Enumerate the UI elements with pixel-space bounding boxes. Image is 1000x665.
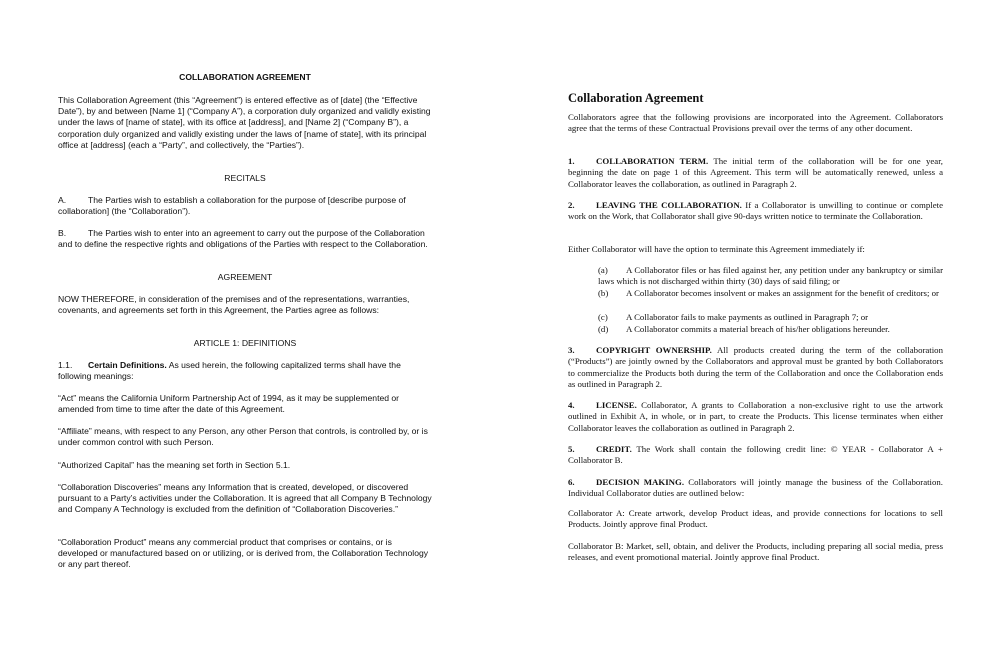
section-text: All products created during the term of the collaboration (“Products”) are jointly owned by the Collaborators and approval must be granted by both Collaborators to commercialize the Products both during the term of the Collaboration and once the Collaboration ends as outlined in Paragraph 2.: [568, 345, 943, 390]
termination-item-b: [598, 288, 943, 299]
intro-paragraph: This Collaboration Agreement (this “Agreement”) is entered effective as of [date] (the “Effective Date”), by and between [Name 1] (“Company A”), a corporation duly organized and validly existing under the laws of [name of state], with its office at [address], and [Name 2] (“Company B”), a corporation duly organized and validly existing under the laws of [name of state], with its principal office at [address] (each a “Party”, and collectively, the “Parties”).: [58, 95, 431, 150]
definition-authorized-capital: “Authorized Capital” has the meaning set forth in Section 5.1.: [58, 460, 291, 470]
definition-affiliate: “Affiliate” means, with respect to any Person, any other Person that controls, is controlled by, or is under common control with such Person.: [58, 426, 428, 448]
recital-a: [58, 195, 432, 217]
section-copyright-ownership: [568, 345, 943, 391]
section-number: 1.: [568, 156, 575, 166]
page-title: COLLABORATION AGREEMENT: [179, 72, 311, 82]
intro-paragraph: Collaborators agree that the following provisions are incorporated into the Agreement. Collaborators agree that the terms of these Contractual Provisions prevail over the terms of any other document.: [568, 112, 943, 134]
section-title: LEAVING THE COLLABORATION.: [596, 200, 742, 210]
section-text: The Work shall contain the following credit line: © YEAR - Collaborator A + Collaborator B.: [568, 444, 943, 466]
termination-item-d: [598, 324, 943, 335]
definitions-number: 1.1.: [58, 360, 73, 370]
recital-b-label: B.: [58, 228, 67, 238]
item-text: A Collaborator files or has filed against her, any petition under any bankruptcy or similar laws which is not discharged within thirty (30) days of said filing; or: [598, 265, 943, 287]
section-number: 6.: [568, 477, 575, 487]
recital-b: [58, 228, 432, 250]
agreement-heading: AGREEMENT: [217, 272, 273, 282]
section-number: 3.: [568, 345, 575, 355]
item-label: (a): [598, 265, 608, 275]
item-text: A Collaborator becomes insolvent or makes an assignment for the benefit of creditors; or: [626, 288, 939, 298]
recital-b-text: The Parties wish to enter into an agreement to carry out the purpose of the Collaboration and to define the respective rights and obligations of the Parties with respect to the Collaboration.: [58, 228, 428, 250]
definitions-title: Certain Definitions.: [88, 360, 167, 370]
now-therefore-paragraph: NOW THEREFORE, in consideration of the premises and of the representations, warranties, covenants, and agreements set forth in this Agreement, the Parties agree as follows:: [58, 294, 410, 316]
section-title: LICENSE.: [596, 400, 637, 410]
termination-intro: Either Collaborator will have the option to terminate this Agreement immediately if:: [568, 244, 865, 254]
section-title: DECISION MAKING.: [596, 477, 685, 487]
item-label: (c): [598, 312, 608, 322]
section-text: If a Collaborator is unwilling to continue or complete work on the Work, that Collaborator shall give 90-days written notice to terminate the Collaboration.: [568, 200, 943, 222]
section-decision-making: [568, 477, 943, 500]
section-number: 4.: [568, 400, 575, 410]
item-label: (b): [598, 288, 609, 298]
definition-act: “Act” means the California Uniform Partnership Act of 1994, as it may be supplemented or amended from time to time after the date of this Agreement.: [58, 393, 400, 415]
definitions-intro: [58, 360, 432, 382]
collaborator-b-duties: Collaborator B: Market, sell, obtain, and deliver the Products, including preparing all social media, press releases, and event promotional material. Jointly approve final Product.: [568, 541, 943, 563]
page-title: Collaboration Agreement: [568, 91, 704, 105]
item-label: (d): [598, 324, 609, 334]
item-text: A Collaborator commits a material breach of his/her obligations hereunder.: [626, 324, 890, 334]
termination-item-c: [598, 312, 943, 323]
section-title: COLLABORATION TERM.: [596, 156, 709, 166]
article-heading: ARTICLE 1: DEFINITIONS: [193, 338, 297, 348]
section-leaving: [568, 200, 943, 223]
item-text: A Collaborator fails to make payments as outlined in Paragraph 7; or: [626, 312, 869, 322]
definition-collaboration-product: “Collaboration Product” means any commercial product that comprises or contains, or is developed or manufactured based on or utilizing, or is derived from, the Collaboration Technology or any part thereof.: [58, 537, 429, 570]
section-text: The initial term of the collaboration will be for one year, beginning the date on page 1 of this Agreement. This term will be automatically renewed, unless a Collaborator leaves the collaboration, as outlined in Paragraph 2.: [568, 156, 943, 189]
section-license: [568, 400, 943, 434]
recital-a-text: The Parties wish to establish a collaboration for the purpose of [describe purpose of collaboration] (the “Collaboration”).: [58, 195, 406, 217]
section-text: Collaborators will jointly manage the business of the Collaboration. Individual Collaborator duties are outlined below:: [568, 477, 943, 499]
recitals-heading: RECITALS: [224, 173, 266, 183]
collaborator-a-duties: Collaborator A: Create artwork, develop Product ideas, and provide connections for locations to sell Products. Jointly approve final Product.: [568, 508, 943, 530]
termination-item-a: [598, 265, 943, 288]
definition-collaboration-discoveries: “Collaboration Discoveries” means any Information that is created, developed, or discovered pursuant to a Party’s activities under the Collaboration. It is agreed that all Company B Technology and Company A Technology is excluded from the definition of “Collaboration Discoveries.”: [58, 482, 432, 515]
section-collaboration-term: [568, 156, 943, 190]
section-text: Collaborator, A grants to Collaboration a non-exclusive right to use the artwork outlined in Exhibit A, in whole, or in part, to create the Products. This license terminates when either Collaborator leaves the collaboration as outlined in Paragraph 2.: [568, 400, 943, 433]
section-title: COPYRIGHT OWNERSHIP.: [596, 345, 712, 355]
recital-a-label: A.: [58, 195, 67, 205]
section-number: 2.: [568, 200, 575, 210]
section-title: CREDIT.: [596, 444, 632, 454]
section-credit: [568, 444, 943, 467]
definitions-text: As used herein, the following capitalized terms shall have the following meanings:: [58, 360, 401, 382]
section-number: 5.: [568, 444, 575, 454]
